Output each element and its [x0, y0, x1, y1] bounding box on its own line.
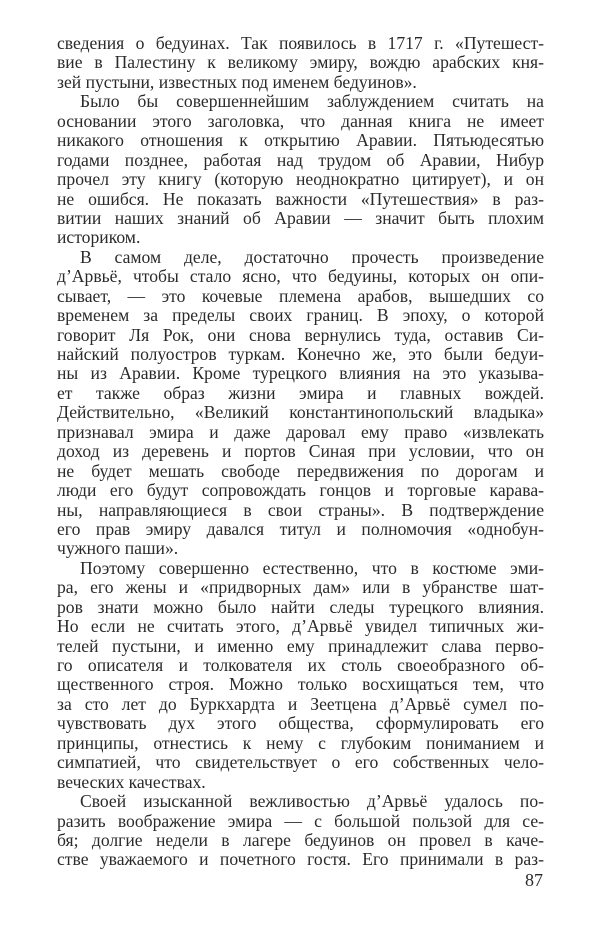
- paragraph: [57, 248, 544, 559]
- text-line: разить воображение эмира — с большой пользой для се-: [57, 810, 544, 831]
- text-line: говорит Ля Рок, они снова вернулись туда, оставив Си-: [57, 324, 544, 345]
- paragraph: [57, 559, 544, 792]
- text-line: В самом деле, достаточно прочесть произведение: [80, 246, 544, 267]
- text-line: Поэтому совершенно естественно, что в костюме эми-: [80, 557, 544, 578]
- paragraph: [57, 34, 544, 92]
- text-line: никакого отношения к открытию Аравии. Пятьюдесятью: [57, 130, 544, 151]
- text-line: основании этого заголовка, что данная книга не имеет: [57, 110, 544, 131]
- text-line: доход из деревень и портов Синая при условии, что он: [57, 441, 544, 462]
- text-line: сведения о бедуинах. Так появилось в 1717 г. «Путешест-: [57, 33, 544, 53]
- text-line: прочел эту книгу (которую неоднократно цитирует), и он: [57, 169, 544, 190]
- text-line: го описателя и толкователя их столь своеобразного об-: [57, 655, 544, 675]
- text-line: Но если не считать этого, д’Арвьё увидел типичных жи-: [57, 616, 544, 637]
- text-line: ет также образ жизни эмира и главных вождей.: [57, 382, 544, 403]
- text-line: Было бы совершеннейшим заблуждением считать на: [80, 91, 544, 112]
- text-line: признавал эмира и даже даровал ему право «извлекать: [57, 421, 544, 442]
- text-line: чувствовать дух этого общества, сформулировать его: [57, 713, 544, 734]
- text-line: телей пустыни, и именно ему принадлежит слава перво-: [57, 635, 544, 656]
- text-line: стве уважаемого и почетного гостя. Его принимали в раз-: [57, 849, 544, 870]
- text-line: за сто лет до Буркхардта и Зеетцена д’Арвьё сумел по-: [57, 693, 544, 714]
- text-line: люди его будут сопровождать гонцов и торговые карава-: [57, 480, 544, 501]
- text-line: бя; долгие недели в лагере бедуинов он провел в каче-: [57, 829, 544, 850]
- text-line: не будет мешать свободе передвижения по дорогам и: [57, 460, 544, 481]
- text-line: найский полуостров туркам. Конечно же, это были бедуи-: [57, 344, 544, 364]
- text-line: д’Арвьё, чтобы стало ясно, что бедуины, которых он опи-: [57, 266, 544, 287]
- text-line: веческих качествах.: [57, 771, 206, 792]
- page-number: 87: [525, 870, 543, 890]
- text-line: Своей изысканной вежливостью д’Арвьё удалось по-: [80, 791, 544, 812]
- page-body: [57, 34, 544, 870]
- text-line: его прав эмиру давался титул и полномочия «однобун-: [57, 518, 544, 539]
- text-line: чужного паши».: [57, 538, 179, 559]
- text-line: щественного строя. Можно только восхищаться тем, что: [57, 674, 544, 695]
- text-line: ра, его жены и «придворных дам» или в убранстве шат-: [57, 577, 544, 598]
- text-line: зей пустыни, известных под именем бедуинов».: [57, 71, 417, 92]
- text-line: симпатией, что свидетельствует о его собственных чело-: [57, 752, 544, 773]
- text-line: принципы, отнестись к нему с глубоким пониманием и: [57, 732, 544, 753]
- text-line: витии наших знаний об Аравии — значит быть плохим: [57, 207, 544, 228]
- text-line: не ошибся. Не показать важности «Путешествия» в раз-: [57, 188, 544, 209]
- text-line: Действительно, «Великий константинопольский владыка»: [57, 402, 544, 423]
- text-line: временем за пределы своих границ. В эпоху, о которой: [57, 305, 544, 326]
- text-line: ров знати можно было найти следы турецкого влияния.: [57, 596, 544, 617]
- text-line: годами позднее, работая над трудом об Аравии, Нибур: [57, 149, 544, 170]
- text-line: ны из Аравии. Кроме турецкого влияния на это указыва-: [57, 363, 544, 384]
- text-line: историком.: [57, 227, 141, 248]
- text-line: вие в Палестину к великому эмиру, вождю арабских кня-: [57, 52, 544, 73]
- paragraph: [57, 92, 544, 248]
- text-line: ны, направляющиеся в свои страны». В подтверждение: [57, 499, 544, 520]
- paragraph: [57, 792, 544, 870]
- text-line: сывает, — это кочевые племена арабов, вышедших со: [57, 285, 544, 306]
